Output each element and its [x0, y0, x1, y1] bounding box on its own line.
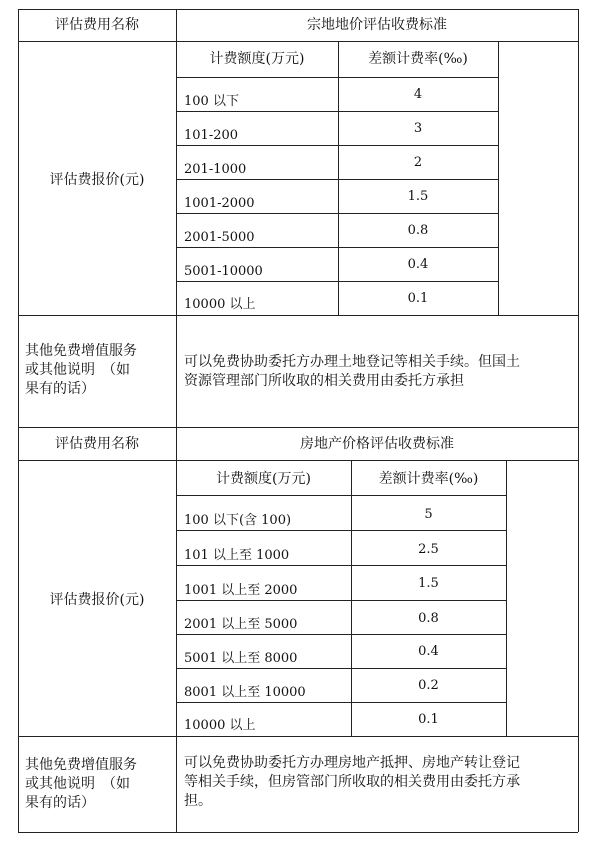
section2-amount-cell: 101 以上至 1000: [184, 548, 290, 563]
table-border: [176, 530, 506, 531]
section1-rate-cell: 4: [413, 87, 423, 102]
section2-rate-cell: 0.8: [418, 611, 439, 626]
section2-rate-cell: 5: [424, 507, 433, 522]
section2-other-text-line: 等相关手续，但房管部门所收取的相关费用由委托方承: [184, 774, 520, 790]
table-border: [176, 495, 506, 496]
section1-amount-cell: 1001-2000: [184, 196, 255, 211]
table-border: [176, 145, 498, 146]
table-border: [498, 41, 499, 315]
table-border: [18, 315, 578, 316]
section2-rate-cell: 2.5: [418, 542, 439, 557]
table-border: [18, 736, 578, 737]
section2-other-text-line: 可以免费协助委托方办理房地产抵押、房地产转让登记: [184, 755, 520, 771]
section1-rate-cell: 0.1: [407, 291, 429, 306]
section1-other-label-line: 其他免费增值服务: [25, 343, 137, 359]
section2-other-text-line: 担。: [184, 793, 212, 809]
section1-other-text: [184, 353, 574, 391]
table-border: [176, 634, 506, 635]
section1-other-text-line: 可以免费协助委托方办理土地登记等相关手续。但国土: [184, 354, 520, 370]
table-border: [18, 427, 578, 428]
section2-rate-cell: 0.1: [418, 712, 439, 727]
section1-header-right: 宗地地价评估收费标准: [307, 17, 447, 33]
section1-price-label: 评估费报价(元): [49, 172, 145, 188]
section2-other-label-line: 果有的话）: [25, 795, 95, 811]
section2-amount-cell: 100 以下(含 100): [184, 513, 292, 528]
fee-document: [18, 9, 578, 832]
section1-other-label-line: 果有的话）: [25, 381, 95, 397]
section2-amount-cell: 2001 以上至 5000: [184, 617, 298, 632]
section2-other-label-line: 其他免费增值服务: [25, 757, 137, 773]
table-border: [176, 111, 498, 112]
section1-rate-header: 差额计费率(‰): [368, 51, 468, 67]
table-border: [176, 668, 506, 669]
table-border: [176, 247, 498, 248]
section2-other-label-line: 或其他说明 （如: [25, 776, 130, 792]
section2-other-text: [184, 754, 574, 811]
section1-rate-cell: 1.5: [407, 189, 429, 204]
section2-price-label: 评估费报价(元): [49, 592, 145, 608]
table-border: [176, 77, 498, 78]
section1-amount-cell: 101-200: [184, 128, 239, 143]
table-border: [18, 460, 578, 461]
section1-amount-cell: 10000 以上: [184, 297, 256, 312]
section1-amount-cell: 201-1000: [184, 162, 247, 177]
table-border: [506, 460, 507, 736]
table-border: [18, 9, 578, 10]
section2-rate-cell: 0.2: [418, 678, 439, 693]
section2-rate-cell: 0.4: [418, 644, 439, 659]
section1-rate-cell: 3: [413, 121, 423, 136]
table-border: [176, 565, 506, 566]
section2-other-label: [25, 756, 173, 813]
table-border: [18, 41, 578, 42]
section2-header-right: 房地产价格评估收费标准: [300, 436, 454, 452]
table-border: [578, 9, 579, 832]
table-border: [18, 832, 578, 833]
table-border: [176, 213, 498, 214]
section1-other-label-line: 或其他说明 （如: [25, 362, 130, 378]
section1-amount-header: 计费额度(万元): [209, 51, 305, 67]
section2-amount-header: 计费额度(万元): [216, 471, 311, 487]
table-border: [176, 179, 498, 180]
table-border: [176, 281, 498, 282]
section1-other-text-line: 资源管理部门所收取的相关费用由委托方承担: [184, 373, 464, 389]
section1-amount-cell: 100 以下: [184, 94, 239, 109]
section2-amount-cell: 1001 以上至 2000: [184, 583, 298, 598]
table-border: [176, 702, 506, 703]
section1-rate-cell: 2: [413, 155, 423, 170]
section2-amount-cell: 5001 以上至 8000: [184, 651, 298, 666]
section1-rate-cell: 0.8: [407, 223, 429, 238]
section1-other-label: [25, 342, 173, 399]
section2-header-left: 评估费用名称: [55, 436, 139, 452]
table-border: [176, 9, 177, 427]
section1-amount-cell: 5001-10000: [184, 264, 263, 279]
section2-rate-header: 差额计费率(‰): [378, 471, 479, 487]
section1-amount-cell: 2001-5000: [184, 230, 255, 245]
table-border: [176, 600, 506, 601]
section2-rate-cell: 1.5: [418, 576, 439, 591]
section2-amount-cell: 8001 以上至 10000: [184, 685, 306, 700]
section1-header-left: 评估费用名称: [55, 17, 139, 33]
section1-rate-cell: 0.4: [407, 257, 429, 272]
table-border: [18, 9, 19, 832]
section2-amount-cell: 10000 以上: [184, 718, 256, 733]
